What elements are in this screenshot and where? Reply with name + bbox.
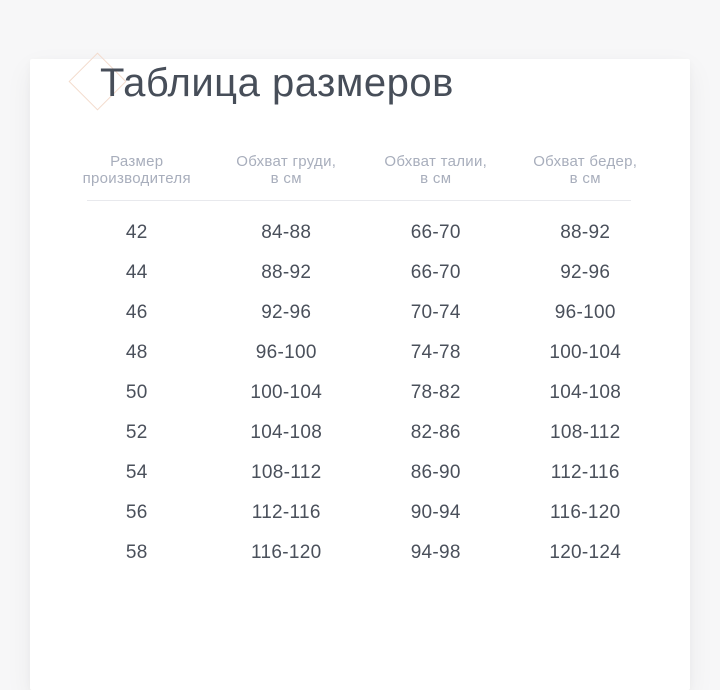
table-row bbox=[62, 533, 660, 573]
column-header-chest-line1: Обхват груди, bbox=[236, 153, 337, 170]
cell-hips: 120-124 bbox=[549, 542, 622, 563]
size-table bbox=[62, 153, 660, 573]
column-header-waist-line2: в см bbox=[420, 170, 452, 187]
cell-waist: 86-90 bbox=[410, 462, 461, 483]
cell-hips: 116-120 bbox=[550, 502, 621, 523]
cell-hips: 88-92 bbox=[560, 222, 611, 243]
cell-waist: 66-70 bbox=[410, 222, 461, 243]
column-header-waist-line1: Обхват талии, bbox=[384, 153, 488, 170]
cell-hips: 96-100 bbox=[554, 302, 616, 323]
page-title: Таблица размеров bbox=[100, 61, 454, 105]
cell-chest: 92-96 bbox=[261, 302, 312, 323]
column-header-size-line2: производителя bbox=[82, 170, 191, 187]
cell-size: 56 bbox=[125, 502, 148, 523]
column-header-hips bbox=[511, 153, 661, 187]
column-header-chest bbox=[212, 153, 362, 187]
cell-waist: 82-86 bbox=[410, 422, 461, 443]
cell-chest: 112-116 bbox=[251, 502, 321, 523]
cell-hips: 112-116 bbox=[550, 462, 620, 483]
cell-size: 44 bbox=[125, 262, 148, 283]
cell-size: 42 bbox=[125, 222, 148, 243]
table-row bbox=[62, 453, 660, 493]
header-divider bbox=[87, 200, 631, 201]
table-row bbox=[62, 493, 660, 533]
table-row bbox=[62, 373, 660, 413]
cell-waist: 94-98 bbox=[410, 542, 461, 563]
cell-size: 50 bbox=[125, 382, 148, 403]
column-header-size-line1: Размер bbox=[110, 153, 164, 170]
cell-hips: 104-108 bbox=[549, 382, 622, 403]
table-row bbox=[62, 413, 660, 453]
cell-chest: 116-120 bbox=[251, 542, 322, 563]
cell-waist: 70-74 bbox=[410, 302, 461, 323]
size-chart-card bbox=[30, 59, 690, 690]
cell-chest: 104-108 bbox=[250, 422, 323, 443]
cell-waist: 78-82 bbox=[410, 382, 461, 403]
cell-chest: 96-100 bbox=[255, 342, 317, 363]
column-header-size bbox=[62, 153, 212, 187]
cell-waist: 90-94 bbox=[410, 502, 461, 523]
column-header-waist bbox=[361, 153, 511, 187]
column-header-hips-line2: в см bbox=[569, 170, 601, 187]
column-header-hips-line1: Обхват бедер, bbox=[533, 153, 638, 170]
cell-size: 48 bbox=[125, 342, 148, 363]
table-row bbox=[62, 213, 660, 253]
cell-size: 46 bbox=[125, 302, 148, 323]
cell-chest: 108-112 bbox=[251, 462, 322, 483]
cell-hips: 92-96 bbox=[560, 262, 611, 283]
table-row bbox=[62, 253, 660, 293]
table-header-row bbox=[62, 153, 660, 187]
column-header-chest-line2: в см bbox=[270, 170, 302, 187]
cell-size: 58 bbox=[125, 542, 148, 563]
cell-chest: 100-104 bbox=[250, 382, 323, 403]
cell-size: 52 bbox=[125, 422, 148, 443]
table-body bbox=[62, 213, 660, 573]
cell-hips: 100-104 bbox=[549, 342, 622, 363]
cell-chest: 88-92 bbox=[261, 262, 312, 283]
cell-size: 54 bbox=[125, 462, 148, 483]
cell-waist: 74-78 bbox=[410, 342, 461, 363]
table-row bbox=[62, 333, 660, 373]
cell-hips: 108-112 bbox=[550, 422, 621, 443]
table-row bbox=[62, 293, 660, 333]
cell-waist: 66-70 bbox=[410, 262, 461, 283]
cell-chest: 84-88 bbox=[261, 222, 312, 243]
size-chart-header bbox=[30, 59, 690, 107]
